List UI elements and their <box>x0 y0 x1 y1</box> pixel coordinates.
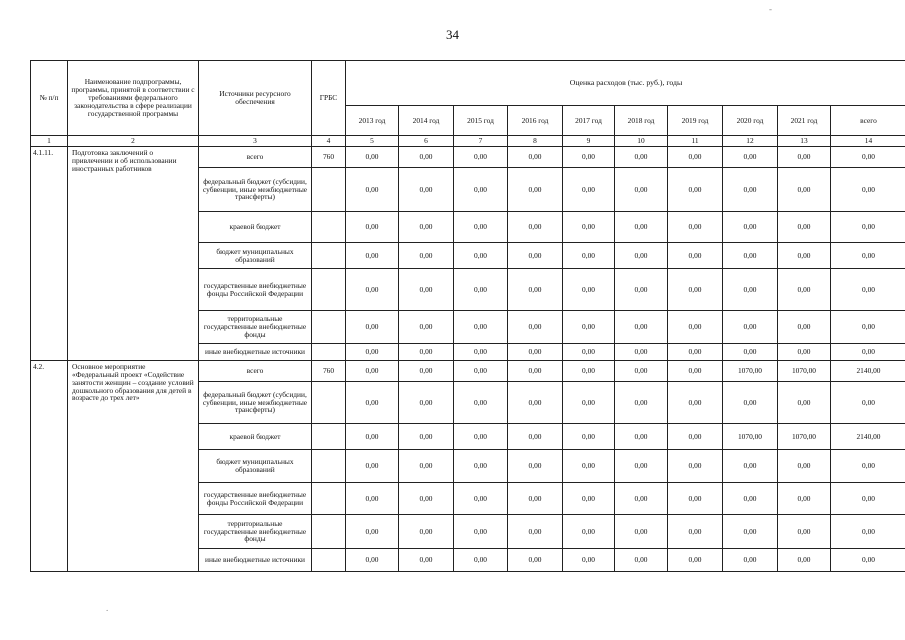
year-value: 0,00 <box>723 147 778 168</box>
column-index: 7 <box>454 136 508 147</box>
year-value: 0,00 <box>454 344 508 361</box>
total-value: 0,00 <box>831 483 905 515</box>
funding-source: краевой бюджет <box>199 424 312 450</box>
year-value: 0,00 <box>399 269 454 311</box>
grbs-code <box>312 483 346 515</box>
year-value: 0,00 <box>399 450 454 483</box>
table-body <box>31 136 905 572</box>
header-year: 2017 год <box>563 106 615 136</box>
grbs-code <box>312 269 346 311</box>
year-value: 0,00 <box>615 168 668 212</box>
year-value: 0,00 <box>346 483 399 515</box>
year-value: 1070,00 <box>778 424 831 450</box>
year-value: 0,00 <box>454 361 508 382</box>
total-value: 0,00 <box>831 168 905 212</box>
year-value: 0,00 <box>508 147 563 168</box>
column-index: 1 <box>31 136 68 147</box>
year-value: 0,00 <box>615 344 668 361</box>
header-name: Наименование подпрограммы, программы, принятой в соответствии с требованиями федерального законодательства в сфере реализации государственной программы <box>68 61 199 136</box>
year-value: 0,00 <box>615 243 668 269</box>
year-value: 0,00 <box>778 515 831 549</box>
table-row <box>31 147 905 168</box>
year-value: 0,00 <box>399 147 454 168</box>
total-value: 0,00 <box>831 450 905 483</box>
year-value: 0,00 <box>615 483 668 515</box>
column-index: 9 <box>563 136 615 147</box>
year-value: 0,00 <box>399 311 454 344</box>
year-value: 0,00 <box>615 311 668 344</box>
year-value: 0,00 <box>668 147 723 168</box>
column-index: 3 <box>199 136 312 147</box>
grbs-code: 760 <box>312 147 346 168</box>
year-value: 0,00 <box>723 243 778 269</box>
year-value: 0,00 <box>508 450 563 483</box>
year-value: 0,00 <box>778 212 831 243</box>
year-value: 0,00 <box>615 361 668 382</box>
year-value: 0,00 <box>723 212 778 243</box>
year-value: 0,00 <box>508 515 563 549</box>
year-value: 0,00 <box>346 549 399 572</box>
funding-source: бюджет муниципальных образований <box>199 450 312 483</box>
total-value: 0,00 <box>831 269 905 311</box>
year-value: 0,00 <box>454 483 508 515</box>
grbs-code <box>312 424 346 450</box>
total-value: 0,00 <box>831 147 905 168</box>
year-value: 0,00 <box>454 549 508 572</box>
header-row-top <box>31 61 905 106</box>
funding-source: государственные внебюджетные фонды Российской Федерации <box>199 269 312 311</box>
year-value: 0,00 <box>563 311 615 344</box>
column-index: 10 <box>615 136 668 147</box>
column-index: 11 <box>668 136 723 147</box>
year-value: 0,00 <box>615 450 668 483</box>
year-value: 0,00 <box>346 243 399 269</box>
total-value: 0,00 <box>831 243 905 269</box>
year-value: 0,00 <box>778 483 831 515</box>
year-value: 0,00 <box>778 168 831 212</box>
year-value: 0,00 <box>723 311 778 344</box>
header-year: 2018 год <box>615 106 668 136</box>
year-value: 0,00 <box>508 361 563 382</box>
year-value: 0,00 <box>346 269 399 311</box>
year-value: 0,00 <box>668 269 723 311</box>
year-value: 0,00 <box>723 515 778 549</box>
year-value: 0,00 <box>723 344 778 361</box>
year-value: 0,00 <box>615 424 668 450</box>
item-name: Подготовка заключений о привлечении и об использовании иностранных работников <box>68 147 199 361</box>
year-value: 0,00 <box>346 168 399 212</box>
scan-mark-bottom: . <box>106 603 109 613</box>
year-value: 0,00 <box>778 147 831 168</box>
year-value: 0,00 <box>563 168 615 212</box>
header-num: № п/п <box>31 61 68 136</box>
year-value: 0,00 <box>723 168 778 212</box>
header-sources: Источники ресурсного обеспечения <box>199 61 312 136</box>
total-value: 0,00 <box>831 382 905 424</box>
grbs-code <box>312 344 346 361</box>
year-value: 0,00 <box>723 549 778 572</box>
funding-source: федеральный бюджет (субсидии, субвенции, иные межбюджетные трансферты) <box>199 382 312 424</box>
funding-source: федеральный бюджет (субсидии, субвенции, иные межбюджетные трансферты) <box>199 168 312 212</box>
year-value: 0,00 <box>346 424 399 450</box>
year-value: 0,00 <box>508 382 563 424</box>
year-value: 0,00 <box>508 549 563 572</box>
year-value: 0,00 <box>346 212 399 243</box>
grbs-code <box>312 212 346 243</box>
year-value: 0,00 <box>508 424 563 450</box>
year-value: 0,00 <box>346 450 399 483</box>
year-value: 0,00 <box>508 311 563 344</box>
header-year: 2021 год <box>778 106 831 136</box>
year-value: 0,00 <box>778 450 831 483</box>
funding-source: краевой бюджет <box>199 212 312 243</box>
grbs-code <box>312 450 346 483</box>
header-year: 2016 год <box>508 106 563 136</box>
year-value: 0,00 <box>346 361 399 382</box>
year-value: 0,00 <box>563 424 615 450</box>
funding-source: всего <box>199 147 312 168</box>
page-number: 34 <box>446 27 459 42</box>
year-value: 0,00 <box>668 515 723 549</box>
column-index: 4 <box>312 136 346 147</box>
year-value: 0,00 <box>778 311 831 344</box>
year-value: 0,00 <box>454 212 508 243</box>
grbs-code <box>312 549 346 572</box>
header-year: 2015 год <box>454 106 508 136</box>
funding-source: территориальные государственные внебюджетные фонды <box>199 311 312 344</box>
year-value: 0,00 <box>454 311 508 344</box>
year-value: 0,00 <box>399 483 454 515</box>
year-value: 0,00 <box>778 243 831 269</box>
year-value: 0,00 <box>399 168 454 212</box>
year-value: 0,00 <box>346 147 399 168</box>
year-value: 0,00 <box>668 361 723 382</box>
year-value: 0,00 <box>399 361 454 382</box>
column-index: 12 <box>723 136 778 147</box>
grbs-code <box>312 243 346 269</box>
year-value: 0,00 <box>508 269 563 311</box>
year-value: 0,00 <box>778 549 831 572</box>
year-value: 0,00 <box>615 382 668 424</box>
header-total: всего <box>831 106 905 136</box>
year-value: 0,00 <box>563 212 615 243</box>
column-index: 2 <box>68 136 199 147</box>
year-value: 0,00 <box>563 361 615 382</box>
year-value: 0,00 <box>778 344 831 361</box>
column-index: 6 <box>399 136 454 147</box>
grbs-code: 760 <box>312 361 346 382</box>
total-value: 0,00 <box>831 212 905 243</box>
total-value: 0,00 <box>831 311 905 344</box>
year-value: 0,00 <box>454 515 508 549</box>
funding-source: всего <box>199 361 312 382</box>
year-value: 1070,00 <box>723 361 778 382</box>
year-value: 0,00 <box>454 147 508 168</box>
scan-mark-top: - <box>769 4 772 14</box>
budget-table <box>30 60 905 572</box>
year-value: 0,00 <box>563 450 615 483</box>
year-value: 0,00 <box>563 344 615 361</box>
year-value: 0,00 <box>508 212 563 243</box>
year-value: 1070,00 <box>723 424 778 450</box>
header-year: 2019 год <box>668 106 723 136</box>
year-value: 0,00 <box>563 382 615 424</box>
table-row <box>31 361 905 382</box>
year-value: 0,00 <box>399 344 454 361</box>
year-value: 0,00 <box>668 549 723 572</box>
year-value: 0,00 <box>723 483 778 515</box>
year-value: 0,00 <box>399 212 454 243</box>
year-value: 0,00 <box>615 212 668 243</box>
year-value: 0,00 <box>454 450 508 483</box>
year-value: 0,00 <box>778 269 831 311</box>
year-value: 0,00 <box>454 424 508 450</box>
year-value: 0,00 <box>563 243 615 269</box>
grbs-code <box>312 382 346 424</box>
funding-source: территориальные государственные внебюджетные фонды <box>199 515 312 549</box>
total-value: 2140,00 <box>831 361 905 382</box>
year-value: 0,00 <box>668 212 723 243</box>
year-value: 0,00 <box>508 344 563 361</box>
year-value: 0,00 <box>399 549 454 572</box>
header-grbs: ГРБС <box>312 61 346 136</box>
funding-source: государственные внебюджетные фонды Российской Федерации <box>199 483 312 515</box>
total-value: 0,00 <box>831 344 905 361</box>
header-year: 2020 год <box>723 106 778 136</box>
item-number: 4.1.11. <box>31 147 68 361</box>
year-value: 0,00 <box>454 269 508 311</box>
year-value: 0,00 <box>346 311 399 344</box>
year-value: 0,00 <box>399 382 454 424</box>
funding-source: бюджет муниципальных образований <box>199 243 312 269</box>
year-value: 0,00 <box>615 147 668 168</box>
year-value: 0,00 <box>508 168 563 212</box>
grbs-code <box>312 168 346 212</box>
year-value: 0,00 <box>399 515 454 549</box>
total-value: 0,00 <box>831 549 905 572</box>
year-value: 0,00 <box>723 450 778 483</box>
funding-source: иные внебюджетные источники <box>199 344 312 361</box>
year-value: 0,00 <box>508 483 563 515</box>
year-value: 0,00 <box>399 424 454 450</box>
year-value: 0,00 <box>563 515 615 549</box>
year-value: 0,00 <box>399 243 454 269</box>
grbs-code <box>312 311 346 344</box>
column-index-row <box>31 136 905 147</box>
year-value: 0,00 <box>615 549 668 572</box>
funding-source: иные внебюджетные источники <box>199 549 312 572</box>
year-value: 0,00 <box>563 147 615 168</box>
year-value: 0,00 <box>615 269 668 311</box>
year-value: 1070,00 <box>778 361 831 382</box>
total-value: 0,00 <box>831 515 905 549</box>
year-value: 0,00 <box>346 515 399 549</box>
column-index: 13 <box>778 136 831 147</box>
grbs-code <box>312 515 346 549</box>
year-value: 0,00 <box>346 344 399 361</box>
year-value: 0,00 <box>346 382 399 424</box>
year-value: 0,00 <box>668 483 723 515</box>
year-value: 0,00 <box>563 269 615 311</box>
year-value: 0,00 <box>454 382 508 424</box>
year-value: 0,00 <box>778 382 831 424</box>
year-value: 0,00 <box>668 382 723 424</box>
column-index: 5 <box>346 136 399 147</box>
year-value: 0,00 <box>668 168 723 212</box>
year-value: 0,00 <box>668 450 723 483</box>
year-value: 0,00 <box>668 243 723 269</box>
year-value: 0,00 <box>668 311 723 344</box>
column-index: 8 <box>508 136 563 147</box>
header-estimate: Оценка расходов (тыс. руб.), годы <box>346 61 905 106</box>
year-value: 0,00 <box>508 243 563 269</box>
year-value: 0,00 <box>723 382 778 424</box>
header-year: 2013 год <box>346 106 399 136</box>
item-name: Основное мероприятие «Федеральный проект «Содействие занятости женщин – создание условий дошкольного образования для детей в возрасте до трех лет» <box>68 361 199 572</box>
year-value: 0,00 <box>563 483 615 515</box>
header-year: 2014 год <box>399 106 454 136</box>
year-value: 0,00 <box>454 243 508 269</box>
item-number: 4.2. <box>31 361 68 572</box>
year-value: 0,00 <box>563 549 615 572</box>
year-value: 0,00 <box>454 168 508 212</box>
year-value: 0,00 <box>615 515 668 549</box>
year-value: 0,00 <box>723 269 778 311</box>
total-value: 2140,00 <box>831 424 905 450</box>
year-value: 0,00 <box>668 424 723 450</box>
column-index: 14 <box>831 136 905 147</box>
year-value: 0,00 <box>668 344 723 361</box>
